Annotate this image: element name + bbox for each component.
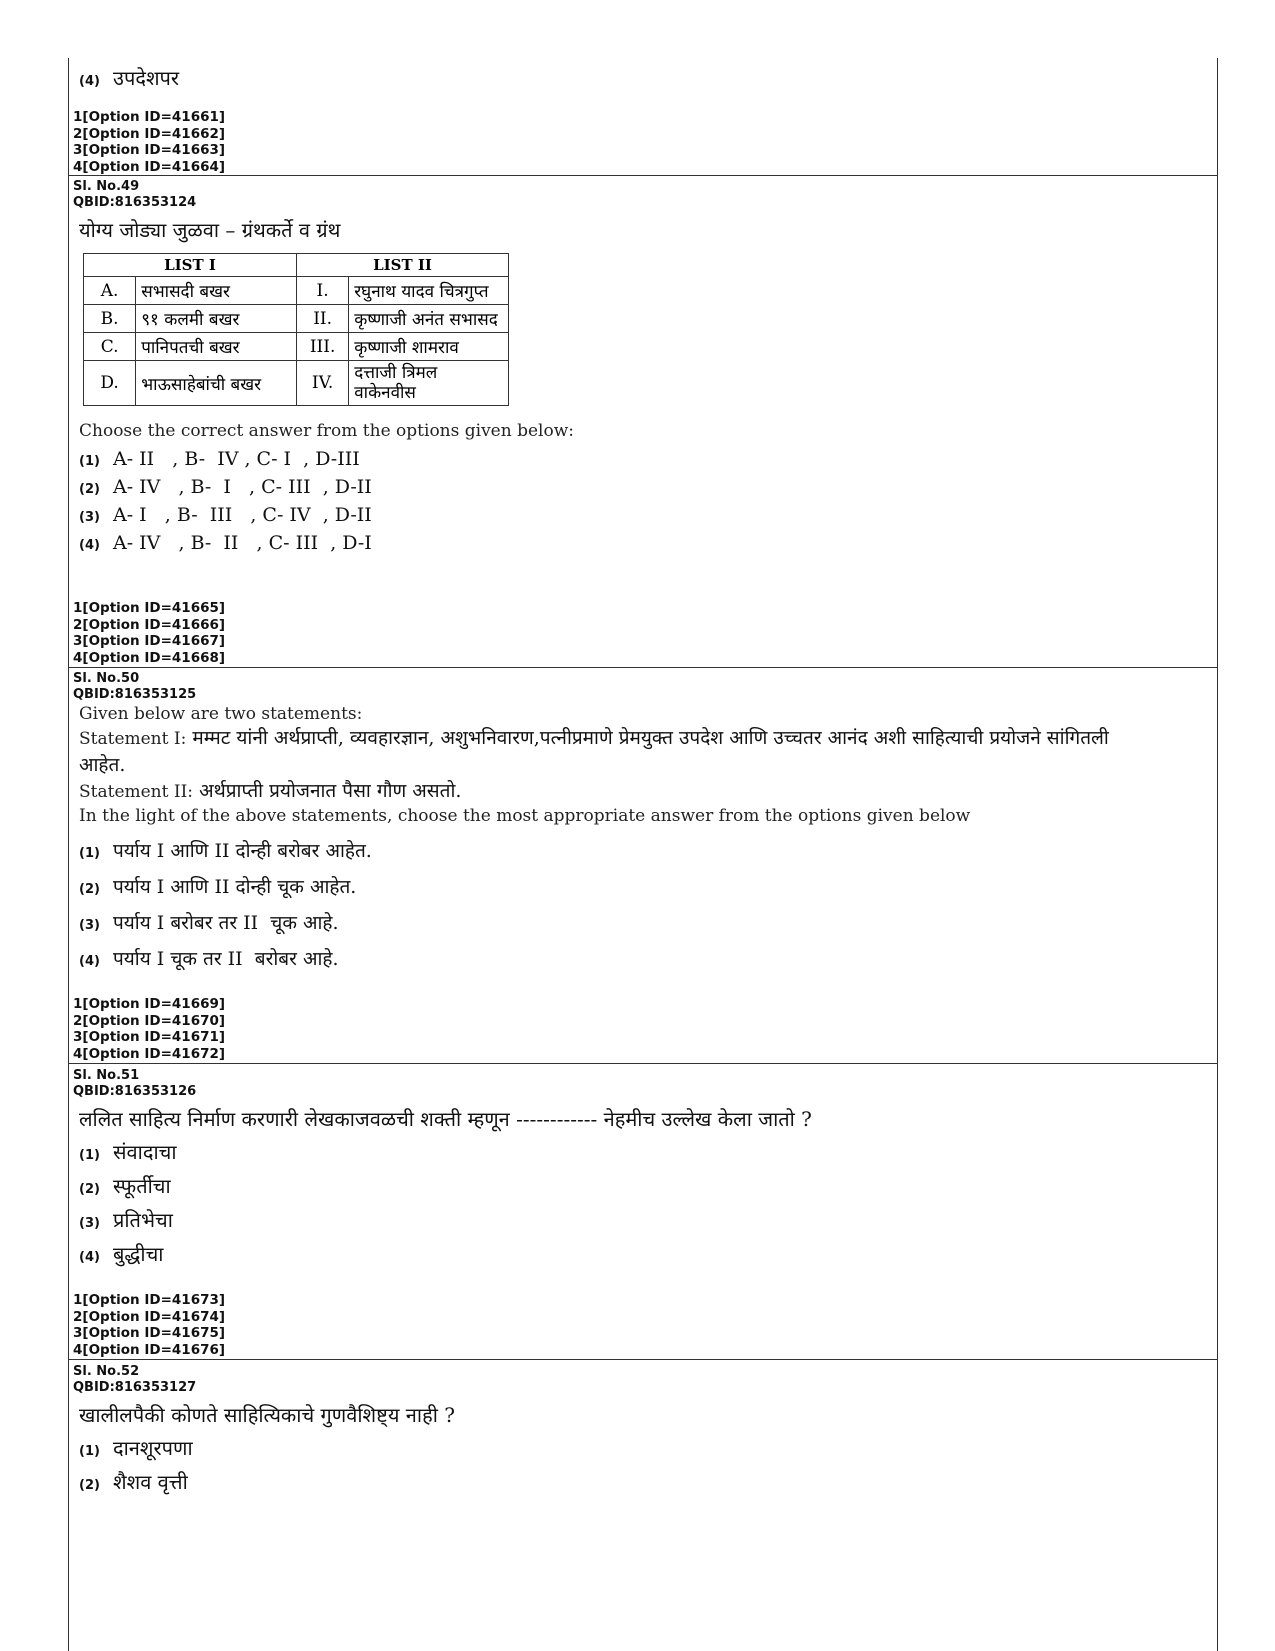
option-id: 2[Option ID=41662] (73, 125, 226, 142)
row-letter: B. (84, 305, 136, 333)
question-49 (69, 176, 1217, 668)
option-text: पर्याय I चूक तर II बरोबर आहे. (113, 948, 339, 970)
option-1 (69, 448, 1217, 476)
option-list (69, 448, 1217, 560)
option-number: (4) (79, 954, 100, 969)
row-numeral: IV. (297, 361, 349, 406)
statement-2-label: Statement II: (79, 782, 194, 802)
question-header (69, 176, 1217, 211)
option-list (69, 1138, 1217, 1274)
option-id: 3[Option ID=41663] (73, 142, 226, 158)
option-id: 1[Option ID=41665] (73, 600, 226, 616)
statement-1-text: मम्मट यांनी अर्थप्राप्ती, व्यवहारज्ञान, अशुभनिवारण,पत्नीप्रमाणे प्रेमयुक्त उपदेश आणि उच्चतर आनंद अशी साहित्याची प्रयोजने सांगितली आहेत. (79, 727, 1109, 776)
option-1 (69, 837, 1217, 873)
option-text: प्रतिभेचा (113, 1208, 173, 1232)
option-text: उपदेशपर (113, 66, 180, 90)
qbid: QBID:816353127 (73, 1380, 197, 1395)
statement-1 (79, 725, 1149, 778)
table-row (84, 305, 509, 333)
option-list (69, 1434, 1217, 1502)
qbid: QBID:816353125 (73, 687, 197, 702)
serial-number: Sl. No.50 (73, 671, 140, 686)
question-48-tail (69, 58, 1217, 176)
statement-2-text: अर्थप्राप्ती प्रयोजनात पैसा गौण असतो. (199, 780, 462, 802)
option-3 (69, 1206, 1217, 1240)
option-number: (2) (79, 882, 100, 897)
option-id: 2[Option ID=41666] (73, 616, 226, 633)
option-number: (2) (79, 1478, 100, 1493)
option-4 (69, 532, 1217, 560)
option-text: A- II , B- IV , C- I , D-III (113, 448, 360, 470)
option-id: 3[Option ID=41671] (73, 1029, 226, 1045)
option-id: 1[Option ID=41669] (73, 996, 226, 1012)
option-2 (69, 873, 1217, 909)
list-2-item: रघुनाथ यादव चित्रगुप्त (349, 277, 509, 305)
option-text: शैशव वृत्ती (113, 1470, 188, 1494)
option-text: संवादाचा (113, 1140, 177, 1164)
question-paper (68, 58, 1218, 1651)
option-text: बुद्धीचा (113, 1242, 164, 1266)
option-text: दानशूरपणा (113, 1436, 193, 1460)
option-2 (69, 476, 1217, 504)
question-52 (69, 1360, 1217, 1502)
option-number: (4) (79, 538, 100, 553)
option-number: (2) (79, 482, 100, 497)
row-numeral: III. (297, 333, 349, 361)
table-row (84, 333, 509, 361)
option-1 (69, 1434, 1217, 1468)
row-numeral: II. (297, 305, 349, 333)
row-numeral: I. (297, 277, 349, 305)
question-text: योग्य जोड्या जुळवा – ग्रंथकर्ते व ग्रंथ (79, 218, 341, 242)
option-id: 4[Option ID=41672] (73, 1045, 226, 1062)
list-2-header: LIST II (297, 254, 509, 277)
option-number: (1) (79, 1444, 100, 1459)
question-50 (69, 668, 1217, 1064)
option-list (69, 837, 1217, 981)
option-id: 3[Option ID=41667] (73, 633, 226, 649)
option-3 (69, 504, 1217, 532)
list-1-header: LIST I (84, 254, 297, 277)
table-row (84, 361, 509, 406)
option-1 (69, 1138, 1217, 1172)
question-51 (69, 1064, 1217, 1360)
option-text: पर्याय I आणि II दोन्ही चूक आहेत. (113, 876, 357, 898)
option-id: 4[Option ID=41668] (73, 649, 226, 666)
option-text: पर्याय I बरोबर तर II चूक आहे. (113, 912, 339, 934)
instruction-text: Choose the correct answer from the options given below: (79, 421, 574, 441)
option-2 (69, 1468, 1217, 1502)
option-number: (4) (79, 74, 100, 89)
option-2 (69, 1172, 1217, 1206)
instruction-text: In the light of the above statements, choose the most appropriate answer from the options given below (79, 806, 971, 826)
option-3 (69, 909, 1217, 945)
qbid: QBID:816353126 (73, 1084, 197, 1099)
qbid: QBID:816353124 (73, 195, 197, 210)
option-text: A- IV , B- I , C- III , D-II (113, 476, 372, 498)
serial-number: Sl. No.52 (73, 1364, 140, 1379)
row-letter: C. (84, 333, 136, 361)
option-text: स्फूर्तीचा (113, 1174, 171, 1198)
statement-1-label: Statement I: (79, 729, 187, 749)
intro-text: Given below are two statements: (79, 704, 363, 724)
option-number: (3) (79, 510, 100, 525)
option-id: 1[Option ID=41661] (73, 109, 226, 125)
list-2-item: दत्ताजी त्रिमल वाकेनवीस (349, 361, 509, 406)
option-id: 3[Option ID=41675] (73, 1325, 226, 1341)
list-2-item: कृष्णाजी अनंत सभासद (349, 305, 509, 333)
serial-number: Sl. No.51 (73, 1068, 140, 1083)
option-number: (3) (79, 1216, 100, 1231)
option-id-list (69, 109, 225, 175)
option-text: A- I , B- III , C- IV , D-II (113, 504, 372, 526)
option-4 (69, 64, 179, 91)
option-id: 4[Option ID=41664] (73, 158, 226, 175)
question-header (69, 668, 1217, 703)
question-header (69, 1360, 1217, 1396)
question-text: खालीलपैकी कोणते साहित्यिकाचे गुणवैशिष्ट्य नाही ? (79, 1403, 455, 1427)
option-number: (2) (79, 1182, 100, 1197)
option-id: 1[Option ID=41673] (73, 1292, 226, 1308)
row-letter: D. (84, 361, 136, 406)
option-id-list (69, 1292, 225, 1358)
match-table (83, 253, 509, 406)
list-1-item: पानिपतची बखर (136, 333, 297, 361)
serial-number: Sl. No.49 (73, 179, 140, 194)
list-2-item: कृष्णाजी शामराव (349, 333, 509, 361)
option-4 (69, 945, 1217, 981)
option-id: 2[Option ID=41674] (73, 1308, 226, 1325)
option-id-list (69, 600, 225, 666)
question-header (69, 1064, 1217, 1100)
option-number: (3) (79, 918, 100, 933)
list-1-item: ९१ कलमी बखर (136, 305, 297, 333)
option-number: (1) (79, 846, 100, 861)
list-1-item: भाऊसाहेबांची बखर (136, 361, 297, 406)
table-row (84, 277, 509, 305)
list-1-item: सभासदी बखर (136, 277, 297, 305)
option-number: (1) (79, 1148, 100, 1163)
option-4 (69, 1240, 1217, 1274)
statement-2 (79, 778, 1149, 805)
question-text: ललित साहित्य निर्माण करणारी लेखकाजवळची शक्ती म्हणून ------------ नेहमीच उल्लेख केला जातो ? (79, 1107, 812, 1131)
option-text: A- IV , B- II , C- III , D-I (113, 532, 372, 554)
option-text: पर्याय I आणि II दोन्ही बरोबर आहेत. (113, 840, 372, 862)
option-id: 4[Option ID=41676] (73, 1341, 226, 1358)
option-number: (1) (79, 454, 100, 469)
row-letter: A. (84, 277, 136, 305)
option-id: 2[Option ID=41670] (73, 1012, 226, 1029)
option-id-list (69, 996, 225, 1062)
option-number: (4) (79, 1250, 100, 1265)
